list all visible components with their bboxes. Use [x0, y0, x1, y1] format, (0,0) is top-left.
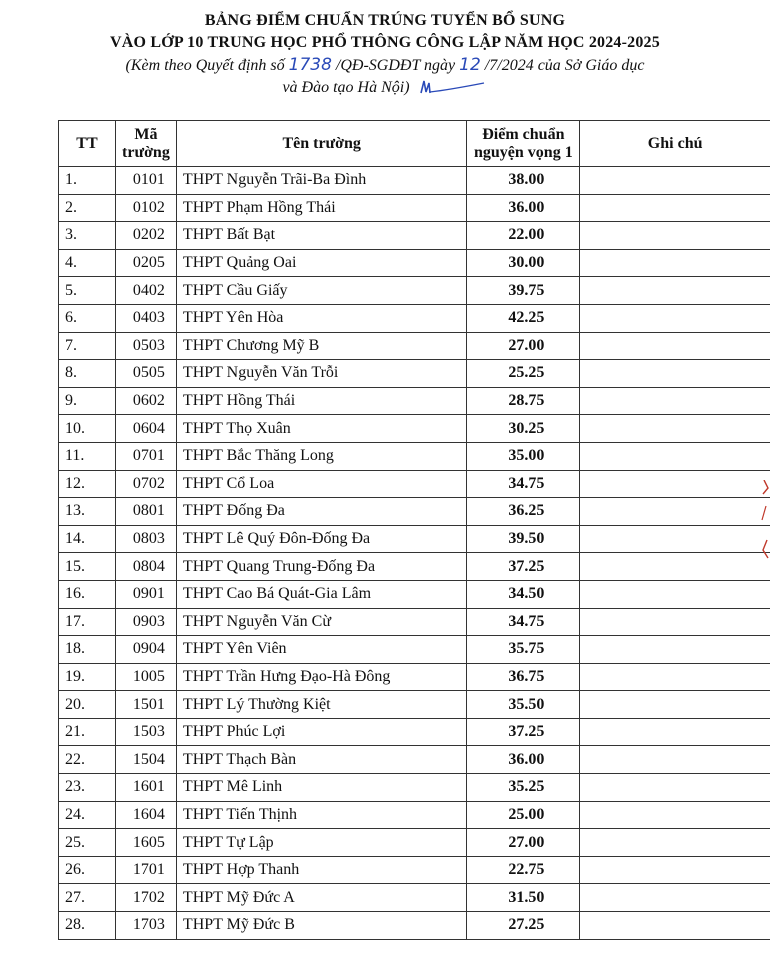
cell-tt: 28.: [59, 912, 116, 940]
cell-ghi-chu: [580, 636, 770, 664]
cell-tt: 1.: [59, 167, 116, 195]
cell-ma-truong: 0604: [115, 415, 176, 443]
cell-tt: 20.: [59, 691, 116, 719]
cell-tt: 24.: [59, 801, 116, 829]
cell-ten-truong: THPT Mỹ Đức A: [176, 884, 467, 912]
subtitle-text-c: /7/2024 của Sở Giáo dục: [480, 57, 645, 74]
cell-diem-chuan: 22.00: [467, 222, 580, 250]
column-header-ghi-chu: Ghi chú: [580, 121, 770, 167]
table-row: [59, 442, 770, 470]
table-row: [59, 774, 770, 802]
cell-tt: 3.: [59, 222, 116, 250]
table-row: [59, 912, 770, 940]
cell-ten-truong: THPT Yên Viên: [176, 636, 467, 664]
cell-ma-truong: 0702: [115, 470, 176, 498]
cell-ten-truong: THPT Cổ Loa: [176, 470, 467, 498]
cell-ghi-chu: [580, 718, 770, 746]
cell-tt: 25.: [59, 829, 116, 857]
cell-ma-truong: 0503: [115, 332, 176, 360]
cell-ma-truong: 0904: [115, 636, 176, 664]
cell-ma-truong: 1501: [115, 691, 176, 719]
cell-tt: 4.: [59, 249, 116, 277]
cell-ten-truong: THPT Tiến Thịnh: [176, 801, 467, 829]
cell-ma-truong: 1605: [115, 829, 176, 857]
document-title-line-1: BẢNG ĐIỂM CHUẨN TRÚNG TUYỂN BỔ SUNG: [204, 12, 566, 29]
cell-ghi-chu: [580, 663, 770, 691]
cell-diem-chuan: 22.75: [467, 856, 580, 884]
cell-diem-chuan: 35.00: [467, 442, 580, 470]
table-row: [59, 470, 770, 498]
cell-ma-truong: 0205: [115, 249, 176, 277]
cell-ghi-chu: [580, 746, 770, 774]
cell-ghi-chu: [580, 470, 770, 498]
cell-tt: 17.: [59, 608, 116, 636]
cell-ma-truong: 0903: [115, 608, 176, 636]
margin-stamp-marks: [758, 480, 770, 575]
cell-tt: 14.: [59, 525, 116, 553]
cell-diem-chuan: 28.75: [467, 387, 580, 415]
document-subtitle-line-2: [0, 77, 770, 99]
cell-ghi-chu: [580, 774, 770, 802]
handwritten-decision-number: 1738: [288, 55, 332, 75]
cell-ghi-chu: [580, 580, 770, 608]
cell-tt: 2.: [59, 194, 116, 222]
cell-diem-chuan: 42.25: [467, 304, 580, 332]
cell-ten-truong: THPT Trần Hưng Đạo-Hà Đông: [176, 663, 467, 691]
cell-ten-truong: THPT Lý Thường Kiệt: [176, 691, 467, 719]
subtitle-text-a: (Kèm theo Quyết định số: [125, 57, 289, 74]
table-row: [59, 746, 770, 774]
column-header-ma-line2: trường: [122, 143, 170, 161]
table-row: [59, 580, 770, 608]
table-row: [59, 277, 770, 305]
cell-ghi-chu: [580, 415, 770, 443]
cell-ma-truong: 1702: [115, 884, 176, 912]
cell-diem-chuan: 36.00: [467, 194, 580, 222]
cell-ghi-chu: [580, 912, 770, 940]
cell-tt: 15.: [59, 553, 116, 581]
column-header-diem-line1: Điểm chuẩn: [482, 125, 565, 143]
column-header-ten-truong: Tên trường: [176, 121, 467, 167]
cell-ten-truong: THPT Nguyễn Văn Trỗi: [176, 360, 467, 388]
cell-diem-chuan: 36.00: [467, 746, 580, 774]
column-header-ma-truong: [115, 121, 176, 167]
table-row: [59, 387, 770, 415]
cell-ma-truong: 0101: [115, 167, 176, 195]
cell-ten-truong: THPT Cao Bá Quát-Gia Lâm: [176, 580, 467, 608]
cell-ghi-chu: [580, 608, 770, 636]
cell-ghi-chu: [580, 553, 770, 581]
table-row: [59, 304, 770, 332]
table-row: [59, 636, 770, 664]
cell-diem-chuan: 36.25: [467, 498, 580, 526]
cell-ghi-chu: [580, 194, 770, 222]
cell-diem-chuan: 30.00: [467, 249, 580, 277]
cell-diem-chuan: 34.75: [467, 470, 580, 498]
cell-ma-truong: 1703: [115, 912, 176, 940]
cell-ten-truong: THPT Nguyễn Trãi-Ba Đình: [176, 167, 467, 195]
cell-ten-truong: THPT Mê Linh: [176, 774, 467, 802]
table-header-row: [59, 121, 770, 167]
cell-ma-truong: 0701: [115, 442, 176, 470]
cell-diem-chuan: 37.25: [467, 718, 580, 746]
cell-ten-truong: THPT Yên Hòa: [176, 304, 467, 332]
cell-tt: 5.: [59, 277, 116, 305]
cell-diem-chuan: 34.75: [467, 608, 580, 636]
cell-tt: 19.: [59, 663, 116, 691]
table-row: [59, 332, 770, 360]
cell-ma-truong: 1701: [115, 856, 176, 884]
cell-ghi-chu: [580, 249, 770, 277]
cell-ten-truong: THPT Đống Đa: [176, 498, 467, 526]
cell-diem-chuan: 31.50: [467, 884, 580, 912]
table-row: [59, 222, 770, 250]
cell-ten-truong: THPT Thạch Bàn: [176, 746, 467, 774]
table-row: [59, 194, 770, 222]
cell-ghi-chu: [580, 222, 770, 250]
cell-ten-truong: THPT Phạm Hồng Thái: [176, 194, 467, 222]
cell-diem-chuan: 35.25: [467, 774, 580, 802]
cell-ma-truong: 1604: [115, 801, 176, 829]
cell-ten-truong: THPT Quang Trung-Đống Đa: [176, 553, 467, 581]
cell-tt: 7.: [59, 332, 116, 360]
cell-diem-chuan: 35.50: [467, 691, 580, 719]
cell-ten-truong: THPT Nguyễn Văn Cừ: [176, 608, 467, 636]
cell-ten-truong: THPT Thọ Xuân: [176, 415, 467, 443]
cell-diem-chuan: 37.25: [467, 553, 580, 581]
cell-tt: 8.: [59, 360, 116, 388]
table-row: [59, 829, 770, 857]
cell-ten-truong: THPT Bắc Thăng Long: [176, 442, 467, 470]
cell-ghi-chu: [580, 442, 770, 470]
column-header-ma-line1: Mã: [134, 125, 158, 143]
cell-diem-chuan: 27.00: [467, 829, 580, 857]
cell-diem-chuan: 34.50: [467, 580, 580, 608]
cell-ma-truong: 0804: [115, 553, 176, 581]
cell-ghi-chu: [580, 498, 770, 526]
cell-diem-chuan: 39.50: [467, 525, 580, 553]
cell-ghi-chu: [580, 332, 770, 360]
table-row: [59, 360, 770, 388]
table-row: [59, 884, 770, 912]
column-header-tt: TT: [59, 121, 116, 167]
cell-diem-chuan: 36.75: [467, 663, 580, 691]
handwritten-day: 12: [459, 55, 481, 75]
cell-tt: 26.: [59, 856, 116, 884]
subtitle-text-b: /QĐ-SGDĐT ngày: [331, 57, 460, 74]
cell-ten-truong: THPT Mỹ Đức B: [176, 912, 467, 940]
cell-ghi-chu: [580, 167, 770, 195]
document-header: [0, 10, 770, 99]
table-row: [59, 553, 770, 581]
cell-ten-truong: THPT Lê Quý Đôn-Đống Đa: [176, 525, 467, 553]
cell-tt: 13.: [59, 498, 116, 526]
cell-ghi-chu: [580, 884, 770, 912]
table-row: [59, 718, 770, 746]
cell-ma-truong: 0801: [115, 498, 176, 526]
cell-tt: 10.: [59, 415, 116, 443]
cell-ma-truong: 0901: [115, 580, 176, 608]
document-subtitle-line-1: [0, 54, 770, 77]
cell-tt: 11.: [59, 442, 116, 470]
cell-ten-truong: THPT Chương Mỹ B: [176, 332, 467, 360]
cell-tt: 12.: [59, 470, 116, 498]
cell-ma-truong: 1503: [115, 718, 176, 746]
table-body: [59, 167, 770, 940]
cell-ma-truong: 0402: [115, 277, 176, 305]
cell-ghi-chu: [580, 304, 770, 332]
cell-ma-truong: 1601: [115, 774, 176, 802]
cell-diem-chuan: 27.00: [467, 332, 580, 360]
cell-ma-truong: 0602: [115, 387, 176, 415]
cell-tt: 22.: [59, 746, 116, 774]
cell-tt: 18.: [59, 636, 116, 664]
document-title-line-2: VÀO LỚP 10 TRUNG HỌC PHỔ THÔNG CÔNG LẬP NĂM HỌC 2024-2025: [110, 34, 660, 51]
cell-diem-chuan: 27.25: [467, 912, 580, 940]
table-row: [59, 801, 770, 829]
cell-ten-truong: THPT Quảng Oai: [176, 249, 467, 277]
cell-ten-truong: THPT Hồng Thái: [176, 387, 467, 415]
cell-ten-truong: THPT Bất Bạt: [176, 222, 467, 250]
cell-ghi-chu: [580, 387, 770, 415]
cell-diem-chuan: 30.25: [467, 415, 580, 443]
cell-ma-truong: 1504: [115, 746, 176, 774]
cell-ten-truong: THPT Cầu Giấy: [176, 277, 467, 305]
cell-ten-truong: THPT Phúc Lợi: [176, 718, 467, 746]
admission-score-table: [58, 120, 770, 940]
cell-tt: 6.: [59, 304, 116, 332]
subtitle-text-d: và Đào tạo Hà Nội): [282, 79, 410, 96]
cell-ghi-chu: [580, 360, 770, 388]
cell-ghi-chu: [580, 277, 770, 305]
cell-diem-chuan: 38.00: [467, 167, 580, 195]
cell-tt: 21.: [59, 718, 116, 746]
cell-ma-truong: 0102: [115, 194, 176, 222]
cell-tt: 27.: [59, 884, 116, 912]
column-header-diem-chuan: [467, 121, 580, 167]
cell-ma-truong: 0403: [115, 304, 176, 332]
cell-ma-truong: 0202: [115, 222, 176, 250]
cell-ma-truong: 0505: [115, 360, 176, 388]
cell-ma-truong: 1005: [115, 663, 176, 691]
table-row: [59, 856, 770, 884]
cell-ghi-chu: [580, 801, 770, 829]
cell-ten-truong: THPT Hợp Thanh: [176, 856, 467, 884]
cell-diem-chuan: 39.75: [467, 277, 580, 305]
table-row: [59, 249, 770, 277]
initials-signature-icon: [418, 79, 488, 97]
cell-tt: 23.: [59, 774, 116, 802]
cell-tt: 16.: [59, 580, 116, 608]
cell-ten-truong: THPT Tự Lập: [176, 829, 467, 857]
column-header-diem-line2: nguyện vọng 1: [474, 143, 573, 161]
table-row: [59, 691, 770, 719]
table-row: [59, 525, 770, 553]
cell-diem-chuan: 35.75: [467, 636, 580, 664]
cell-ghi-chu: [580, 856, 770, 884]
cell-ghi-chu: [580, 525, 770, 553]
cell-ma-truong: 0803: [115, 525, 176, 553]
table-row: [59, 415, 770, 443]
cell-tt: 9.: [59, 387, 116, 415]
table-row: [59, 498, 770, 526]
table-row: [59, 663, 770, 691]
cell-diem-chuan: 25.25: [467, 360, 580, 388]
table-row: [59, 167, 770, 195]
table-row: [59, 608, 770, 636]
cell-diem-chuan: 25.00: [467, 801, 580, 829]
cell-ghi-chu: [580, 691, 770, 719]
cell-ghi-chu: [580, 829, 770, 857]
